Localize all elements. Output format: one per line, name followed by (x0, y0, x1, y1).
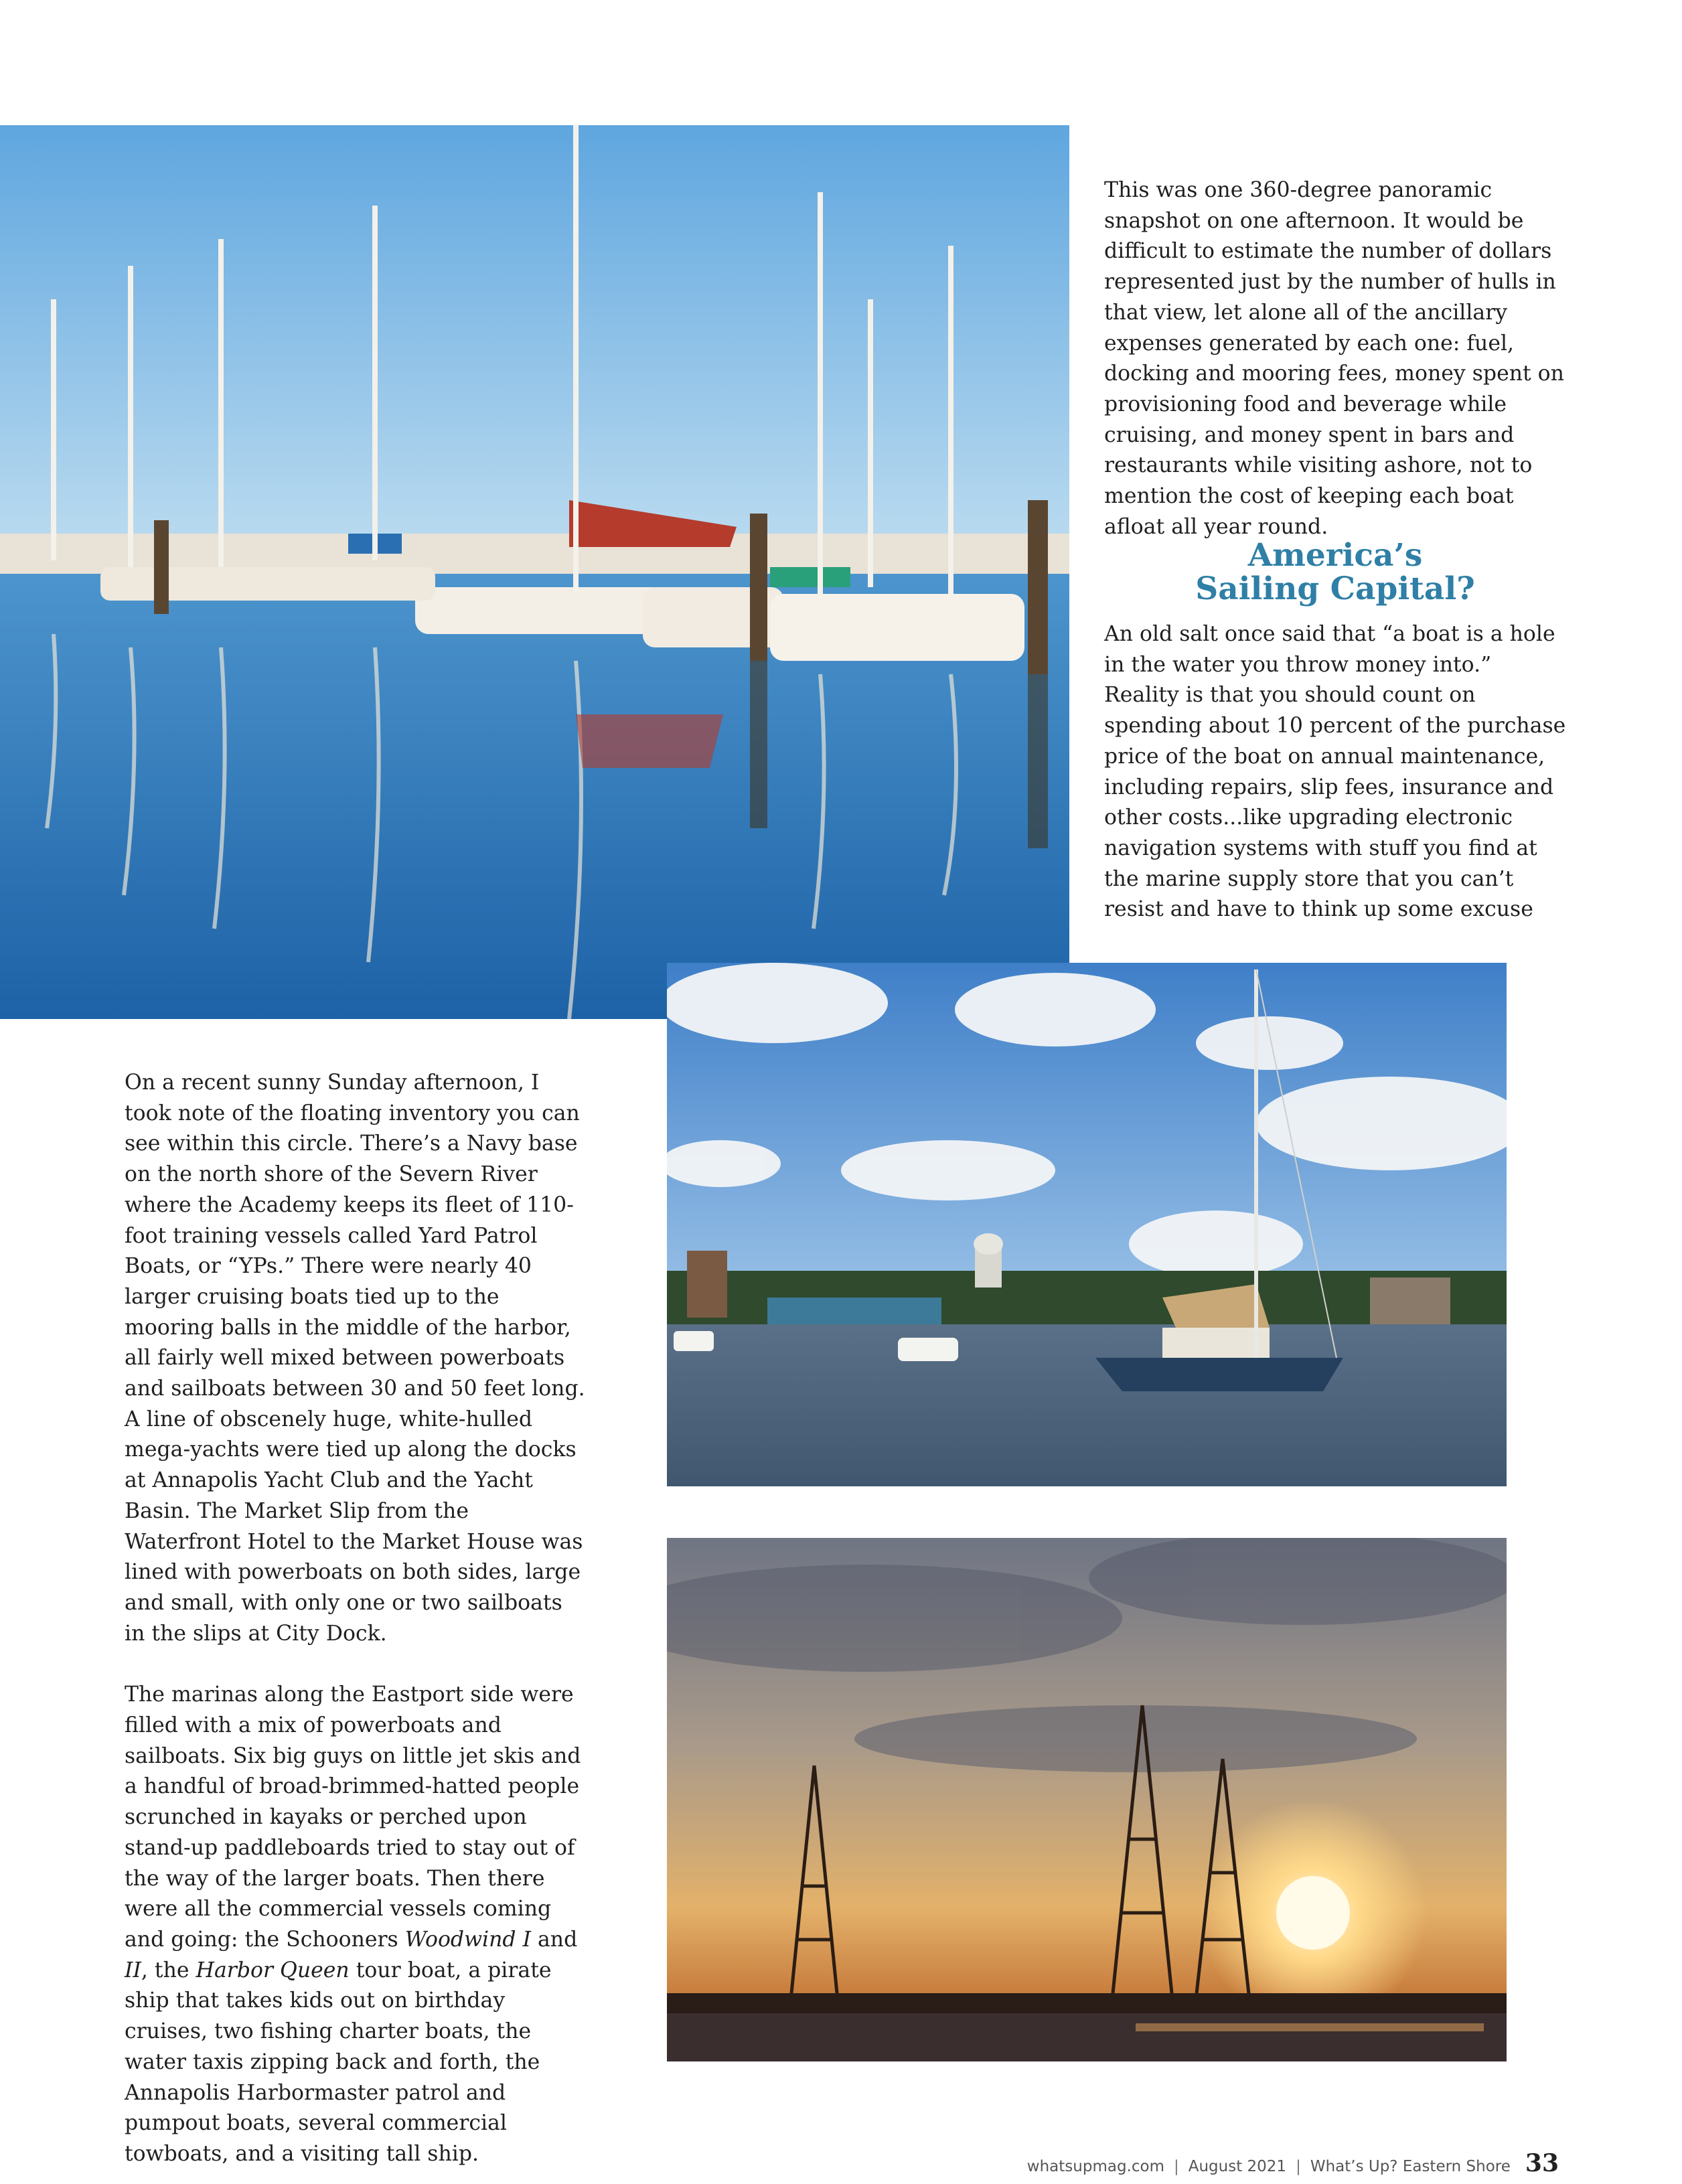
intro-paragraph: This was one 360-degree panoramic snapshot on one afternoon. It would be difficult to estimate the number of dollars represented just by the number of hulls in that view, let alone all of the ancillary expenses generated by each one: fuel, docking and mooring fees, money spent on provisioning food and beverage while cruising, and money spent in bars and restaurants while visiting ashore, not to mention the cost of keeping each boat afloat all year round. (1104, 178, 1564, 539)
footer-issue-date: August 2021 (1188, 2158, 1287, 2175)
footer-website: whatsupmag.com (1026, 2158, 1164, 2175)
eastport-text-3: tour boat, a pirate ship that takes kids out on birthday cruises, two fishing charter boats, the water taxis zipping back and forth, the Annapolis Harbormaster patrol and pumpout boats, several commercial towboats, and a visiting tall ship. (125, 1958, 552, 2166)
sunday-afternoon-paragraph: On a recent sunny Sunday afternoon, I took note of the floating inventory you can see within this circle. There’s a Navy base on the north shore of the Severn River where the Academy keeps its fleet of 110-foot training vessels called Yard Patrol Boats, or “YPs.” There were nearly 40 larger cruising boats tied up to the mooring balls in the middle of the harbor, all fairly well mixed between powerboats and sailboats between 30 and 50 feet long. A line of obscenely huge, white-hulled mega-yachts were tied up along the docks at Annapolis Yacht Club and the Yacht Basin. The Market Slip from the Waterfront Hotel to the Market House was lined with powerboats on both sides, large and small, with only one or two sailboats in the slips at City Dock. (125, 1071, 585, 1646)
left-column (125, 1068, 587, 2170)
eastport-text-and: and (531, 1927, 578, 1952)
sunset-towers-photo (667, 1538, 1507, 2061)
marina-sailboats-photo (0, 125, 1069, 1019)
heading-line-2: Sailing Capital? (1195, 570, 1475, 607)
footer-separator: | (1296, 2158, 1301, 2175)
right-column-top (1104, 175, 1566, 542)
footer-separator: | (1173, 2158, 1179, 2175)
eastport-paragraph (125, 1680, 587, 2169)
eastport-text-2: , the (141, 1958, 196, 1982)
italic-woodwind: Woodwind I (404, 1927, 532, 1952)
italic-two: II (125, 1958, 141, 1982)
boat-cost-paragraph: An old salt once said that “a boat is a hole in the water you throw money into.” Reality is that you should count on spending about 10 percent of the purchase price of the boat on annual maintenance, including repairs, slip fees, insurance and other costs...like upgrading electronic navigation systems with stuff you find at the marine supply store that you can’t resist and have to think up some excuse (1104, 622, 1566, 922)
eastport-text-1: The marinas along the Eastport side were filled with a mix of powerboats and sailboats. Six big guys on little jet skis and a handful of broad-brimmed-hatted people scrunched in kayaks or perched upon stand-up paddleboards tried to stay out of the way of the larger boats. Then there were all the commercial vessels coming and going: the Schooners (125, 1683, 581, 1952)
right-column-bottom (1104, 619, 1566, 925)
section-heading (1104, 539, 1566, 606)
page-number: 33 (1525, 2149, 1559, 2177)
footer-publication: What’s Up? Eastern Shore (1310, 2158, 1511, 2175)
page-footer (1027, 2149, 1559, 2183)
heading-line-1: America’s (1247, 537, 1423, 574)
italic-harbor-queen: Harbor Queen (196, 1958, 350, 1982)
annapolis-harbor-photo (667, 963, 1507, 1486)
